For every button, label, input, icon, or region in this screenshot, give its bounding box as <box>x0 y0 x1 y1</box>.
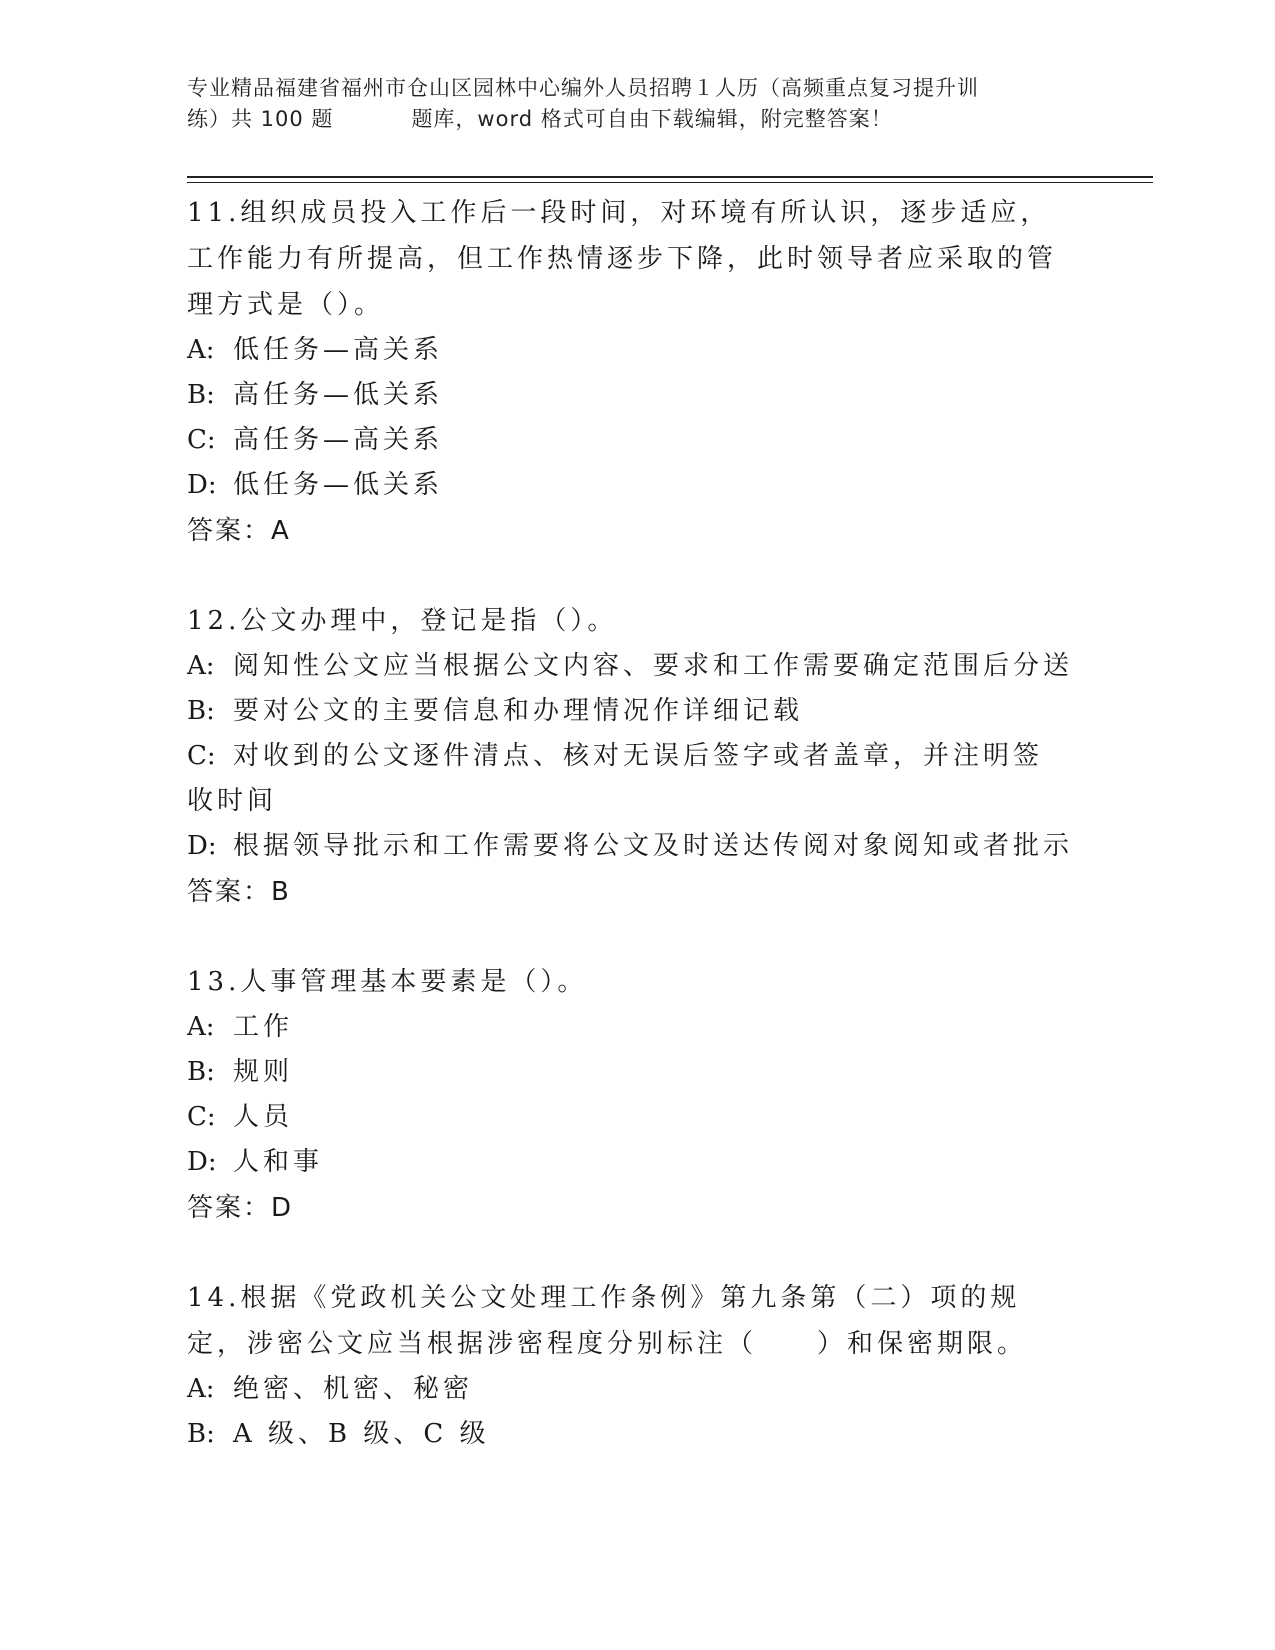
answer-line: 答案：D <box>187 1193 294 1223</box>
question-text: 11.组织成员投入工作后一段时间，对环境有所认识，逐步适应，工作能力有所提高，但工作热情逐步下降，此时领导者应采取的管理方式是（）。 <box>187 198 1058 320</box>
option-a <box>187 644 1074 689</box>
option-a <box>187 1005 1067 1050</box>
option-text: 规则 <box>233 1057 294 1087</box>
option-letter: C: <box>187 425 216 455</box>
option-b <box>187 1050 1067 1095</box>
option-c <box>187 734 1067 824</box>
option-text: 人员 <box>233 1102 294 1132</box>
question-14 <box>187 1275 1067 1457</box>
option-letter: C: <box>187 1102 216 1132</box>
option-text: 低任务—低关系 <box>233 470 444 500</box>
option-text: 阅知性公文应当根据公文内容、要求和工作需要确定范围后分送 <box>233 651 1074 681</box>
option-text: 根据领导批示和工作需要将公文及时送达传阅对象阅知或者批示 <box>233 831 1074 861</box>
option-letter: A: <box>187 335 215 365</box>
option-text: 绝密、机密、秘密 <box>233 1374 474 1404</box>
header-question-count: 练）共 100 题 <box>187 107 334 131</box>
option-d <box>187 1140 1067 1185</box>
option-d <box>187 824 1074 869</box>
page-header <box>187 73 1087 135</box>
option-text: 对收到的公文逐件清点、核对无误后签字或者盖章，并注明签收时间 <box>187 741 1044 816</box>
option-letter: C: <box>187 741 216 771</box>
question-text: 12.公文办理中，登记是指（）。 <box>187 606 618 636</box>
option-a <box>187 328 1067 373</box>
header-download-note: 题库，word 格式可自由下载编辑，附完整答案！ <box>411 107 893 131</box>
option-text: 低任务—高关系 <box>233 335 444 365</box>
option-text: 要对公文的主要信息和办理情况作详细记载 <box>233 696 804 726</box>
option-text: 高任务—低关系 <box>233 380 444 410</box>
option-b <box>187 1412 1067 1457</box>
header-divider-thin <box>187 182 1153 183</box>
question-text: 13.人事管理基本要素是（）。 <box>187 967 588 997</box>
header-title-line-1: 专业精品福建省福州市仓山区园林中心编外人员招聘１人历（高频重点复习提升训 <box>187 76 979 100</box>
question-list <box>187 190 1074 1457</box>
option-letter: D: <box>187 831 217 861</box>
option-letter: D: <box>187 1147 217 1177</box>
answer-line: 答案：B <box>187 877 291 907</box>
option-text: 人和事 <box>233 1147 324 1177</box>
header-divider-thick <box>187 176 1153 178</box>
option-d <box>187 463 1067 508</box>
option-a <box>187 1367 1067 1412</box>
option-letter: B: <box>187 1419 215 1449</box>
option-letter: D: <box>187 470 217 500</box>
option-b <box>187 689 1067 734</box>
question-text: 14.根据《党政机关公文处理工作条例》第九条第（二）项的规定，涉密公文应当根据涉密程度分别标注（ ）和保密期限。 <box>187 1283 1028 1359</box>
question-13 <box>187 959 1067 1231</box>
option-c <box>187 1095 1067 1140</box>
answer-line: 答案：A <box>187 516 291 546</box>
question-11 <box>187 190 1067 554</box>
option-letter: B: <box>187 696 215 726</box>
option-letter: A: <box>187 1012 215 1042</box>
option-text: A 级、B 级、C 级 <box>233 1419 490 1449</box>
option-letter: B: <box>187 1057 215 1087</box>
header-title-line-2 <box>187 104 1087 135</box>
option-letter: A: <box>187 1374 215 1404</box>
option-b <box>187 373 1067 418</box>
option-text: 高任务—高关系 <box>233 425 444 455</box>
question-12 <box>187 598 1074 915</box>
option-text: 工作 <box>233 1012 294 1042</box>
option-letter: A: <box>187 651 215 681</box>
option-letter: B: <box>187 380 215 410</box>
option-c <box>187 418 1067 463</box>
